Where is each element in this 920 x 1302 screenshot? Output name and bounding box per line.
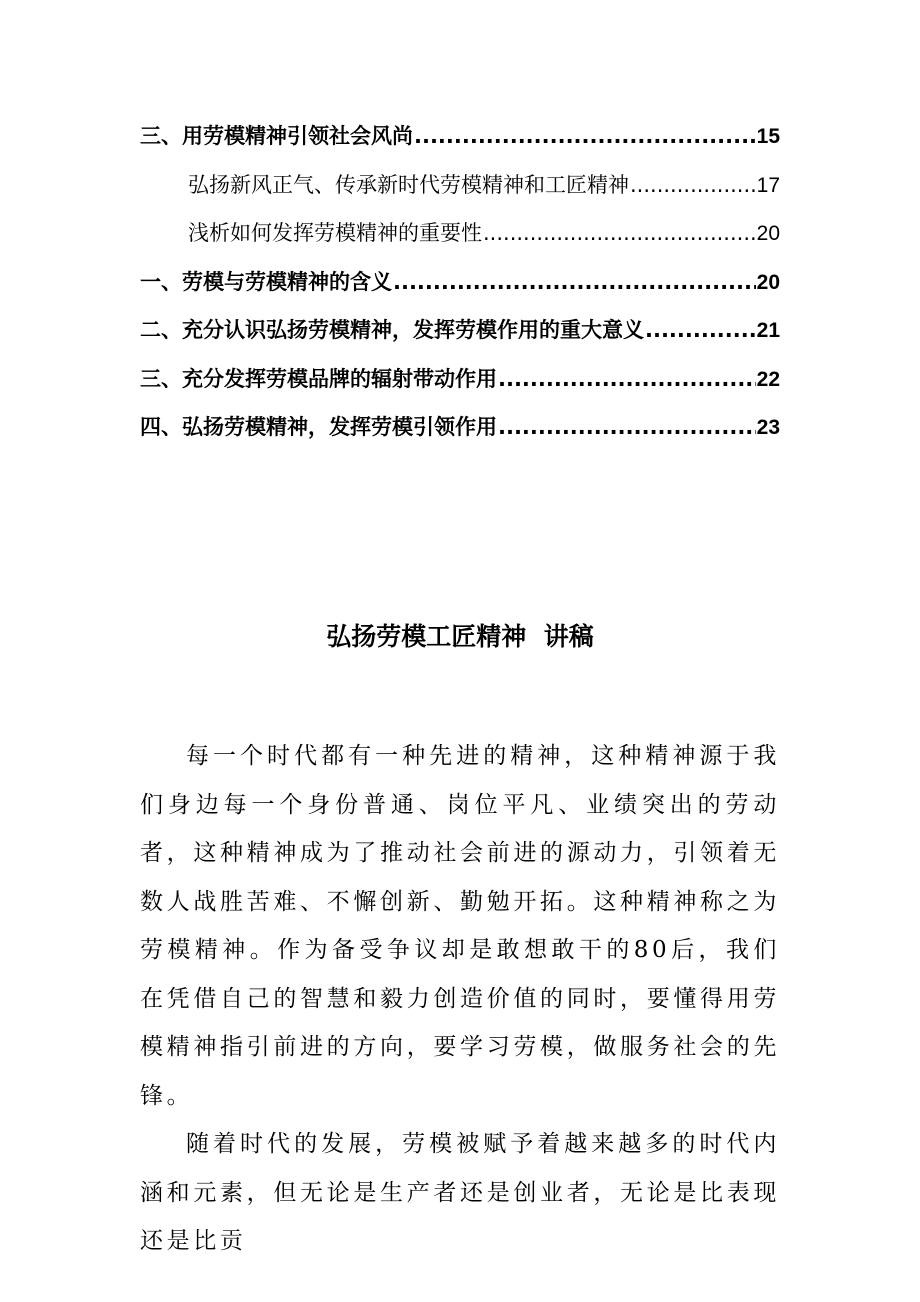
toc-leader-dots bbox=[498, 355, 756, 404]
toc-leader-dots bbox=[393, 258, 756, 307]
toc-leader-dots bbox=[645, 306, 756, 355]
toc-entry[interactable] bbox=[140, 403, 780, 452]
table-of-contents bbox=[140, 112, 780, 452]
toc-entry-page: 15 bbox=[756, 125, 780, 148]
toc-leader-dots bbox=[498, 403, 756, 452]
toc-entry-page: 23 bbox=[756, 416, 780, 439]
toc-entry[interactable] bbox=[140, 306, 780, 355]
toc-entry[interactable] bbox=[140, 258, 780, 307]
toc-leader-dots bbox=[414, 112, 756, 161]
toc-entry-title: 弘扬新风正气、传承新时代劳模精神和工匠精神 bbox=[188, 172, 629, 197]
toc-leader-dots bbox=[630, 161, 756, 210]
toc-entry-page: 20 bbox=[756, 222, 780, 245]
body-paragraph: 每一个时代都有一种先进的精神，这种精神源于我们身边每一个身份普通、岗位平凡、业绩突出的劳动者，这种精神成为了推动社会前进的源动力，引领着无数人战胜苦难、不懈创新、勤勉开拓。这种精神称之为劳模精神。作为备受争议却是敢想敢干的80后，我们在凭借自己的智慧和毅力创造价值的同时，要懂得用劳模精神指引前进的方向，要学习劳模，做服务社会的先锋。 bbox=[140, 743, 780, 1109]
toc-entry-title: 浅析如何发挥劳模精神的重要性 bbox=[188, 221, 482, 245]
toc-entry-page: 20 bbox=[756, 270, 780, 294]
toc-entry-page: 22 bbox=[756, 367, 780, 391]
toc-leader-dots bbox=[483, 209, 756, 258]
toc-entry-page: 21 bbox=[756, 319, 780, 342]
toc-entry-title: 一、劳模与劳模精神的含义 bbox=[140, 269, 392, 294]
toc-entry-title: 四、弘扬劳模精神，发挥劳模引领作用 bbox=[140, 415, 497, 439]
toc-entry-page: 17 bbox=[756, 173, 780, 197]
document-title: 弘扬劳模工匠精神 讲稿 bbox=[326, 622, 594, 651]
toc-entry[interactable] bbox=[140, 161, 780, 210]
toc-entry[interactable] bbox=[140, 209, 780, 258]
toc-entry[interactable] bbox=[140, 355, 780, 404]
toc-entry-title: 二、充分认识弘扬劳模精神，发挥劳模作用的重大意义 bbox=[140, 318, 644, 342]
toc-entry[interactable] bbox=[140, 112, 780, 161]
toc-entry-title: 三、充分发挥劳模品牌的辐射带动作用 bbox=[140, 366, 497, 391]
document-body bbox=[140, 732, 780, 1266]
body-paragraph: 随着时代的发展，劳模被赋予着越来越多的时代内涵和元素，但无论是生产者还是创业者，无论是比表现还是比贡 bbox=[140, 1131, 780, 1254]
toc-entry-title: 三、用劳模精神引领社会风尚 bbox=[140, 124, 413, 148]
